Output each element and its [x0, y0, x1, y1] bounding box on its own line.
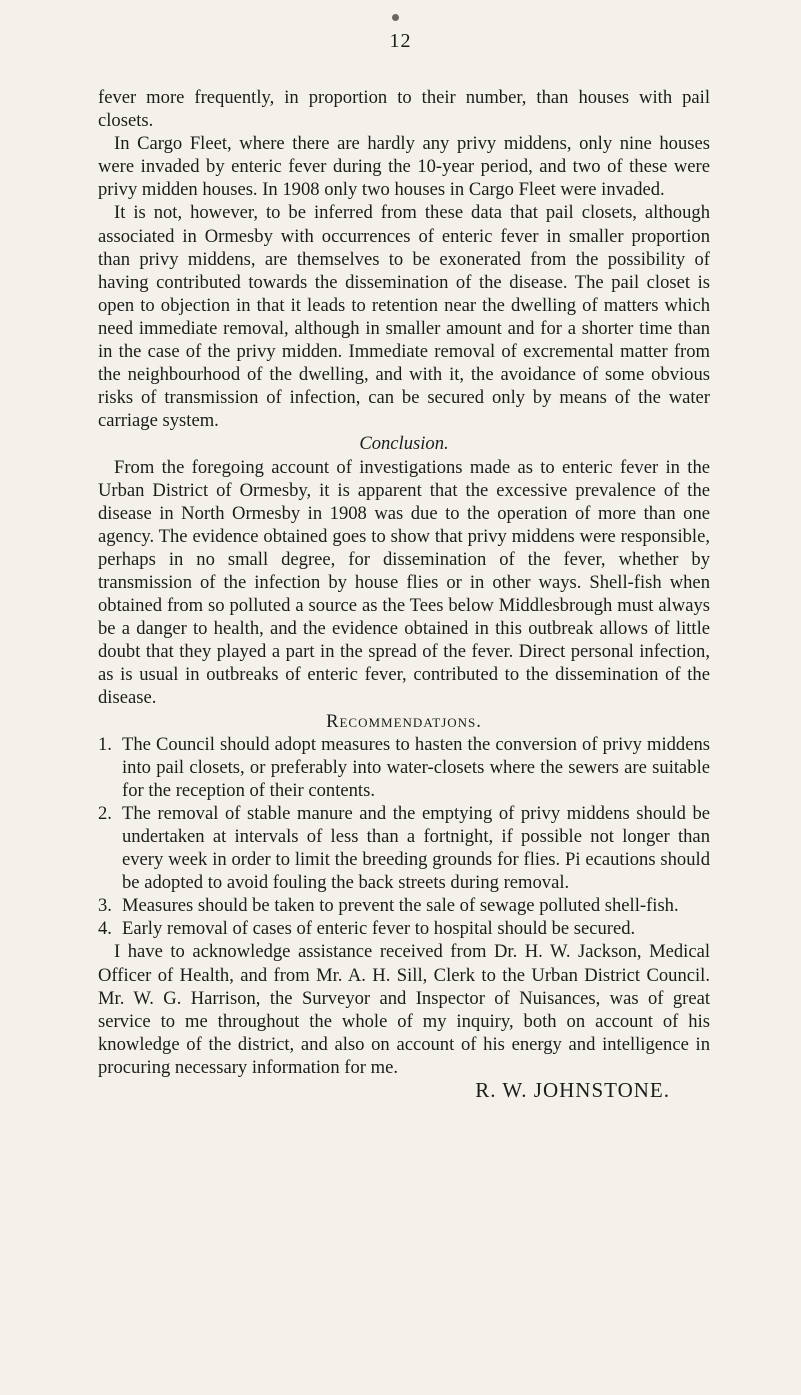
conclusion-heading: Conclusion. — [359, 433, 449, 455]
author-signature: R. W. JOHNSTONE. — [475, 1078, 670, 1103]
ink-dot — [392, 14, 399, 21]
recommendation-number: 3. — [98, 895, 112, 917]
paragraph-cargo-fleet: In Cargo Fleet, where there are hardly any privy middens, only nine houses were invaded by enteric fever during the 10-year period, and two of these were privy midden houses. In 1908 only two houses in Cargo Fleet were invaded. — [98, 133, 710, 201]
recommendations-heading: Recommendatjons. — [326, 710, 482, 732]
body-text — [98, 86, 710, 1102]
recommendation-number: 1. — [98, 733, 112, 755]
recommendation-item — [98, 894, 710, 917]
recommendation-number: 2. — [98, 802, 112, 824]
recommendation-text: Early removal of cases of enteric fever to hospital should be secured. — [122, 918, 636, 940]
recommendations-list — [98, 733, 710, 941]
recommendation-item — [98, 917, 710, 940]
acknowledgement-paragraph: I have to acknowledge assistance received from Dr. H. W. Jackson, Medical Officer of Health, and from Mr. A. H. Sill, Clerk to the Urban District Council. Mr. W. G. Harrison, the Surveyor and Inspector of Nuisances, was of great service to me throughout the whole of my inquiry, both on account of his knowledge of the district, and also on account of his energy and intelligence in procuring necessary information for me. — [98, 941, 710, 1078]
recommendation-item — [98, 802, 710, 894]
recommendation-text: Measures should be taken to prevent the sale of sewage polluted shell-fish. — [122, 895, 679, 917]
recommendation-number: 4. — [98, 918, 112, 940]
recommendation-item — [98, 733, 710, 802]
recommendation-text: The removal of stable manure and the emptying of privy middens should be undertaken at intervals of less than a fortnight, if possible not longer than every week in order to limit the breeding grounds for flies. Pi ecautions should be adopted to avoid fouling the back streets during removal. — [122, 802, 710, 894]
paragraph-pail-closets: It is not, however, to be inferred from these data that pail closets, although associated in Ormesby with occurrences of enteric fever in smaller proportion than privy middens, are themselves to be exonerated from the possibility of having contributed towards the dissemination of the disease. The pail closet is open to objection in that it leads to retention near the dwelling of matters which need immediate removal, although in smaller amount and for a shorter time than in the case of the privy midden. Immediate removal of excremental matter from the neighbourhood of the dwelling, and with it, the avoidance of some obvious risks of transmission of infection, can be secured only by means of the water carriage system. — [98, 202, 710, 432]
recommendation-text: The Council should adopt measures to hasten the conversion of privy middens into pail closets, or preferably into water-closets where the sewers are suitable for the reception of their contents. — [122, 733, 710, 801]
page-number: 12 — [389, 30, 412, 52]
conclusion-paragraph: From the foregoing account of investigations made as to enteric fever in the Urban District of Ormesby, it is apparent that the excessive prevalence of the disease in North Ormesby in 1908 was due to the operation of more than one agency. The evidence obtained goes to show that privy middens were responsible, perhaps in no small degree, for dissemination of the fever, whether by transmission of the infection by house flies or in other ways. Shell-fish when obtained from so polluted a source as the Tees below Middlesbrough must always be a danger to health, and the evidence obtained in this outbreak allows of little doubt that they played a part in the spread of the fever. Direct personal infection, as is usual in outbreaks of enteric fever, contributed to the dissemination of the disease. — [98, 456, 710, 709]
paragraph-continuation: fever more frequently, in proportion to their number, than houses with pail closets. — [98, 87, 710, 132]
